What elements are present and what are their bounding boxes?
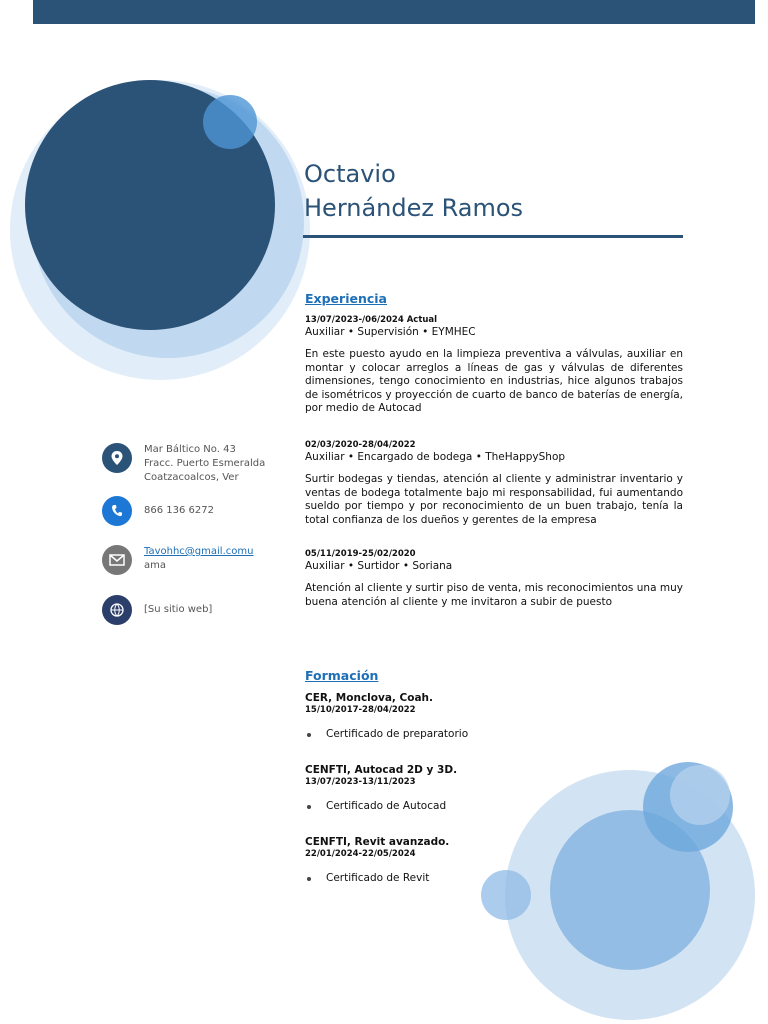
address-line-1: Mar Báltico No. 43 bbox=[144, 444, 236, 455]
experience-dates: 13/07/2023-/06/2024 Actual bbox=[305, 315, 438, 325]
experience-dates: 02/03/2020-28/04/2022 bbox=[305, 440, 416, 450]
education-school: CENFTI, Revit avanzado. bbox=[305, 836, 450, 848]
website-text[interactable]: [Su sitio web] bbox=[144, 604, 213, 615]
email-link[interactable]: Tavohhc@gmail.comu bbox=[144, 546, 254, 557]
email-continuation: ama bbox=[144, 560, 166, 571]
email-text bbox=[144, 545, 253, 573]
bullet-dot-icon bbox=[307, 733, 311, 737]
education-dates: 22/01/2024-22/05/2024 bbox=[305, 849, 416, 859]
education-item bbox=[305, 692, 683, 742]
address-text bbox=[144, 443, 265, 485]
location-pin-icon bbox=[102, 443, 132, 473]
bullet-dot-icon bbox=[307, 877, 311, 881]
education-certificate: Certificado de preparatorio bbox=[326, 728, 469, 740]
experience-role: Auxiliar • Encargado de bodega • TheHappyShop bbox=[305, 451, 566, 463]
education-dates: 13/07/2023-13/11/2023 bbox=[305, 777, 416, 787]
education-heading: Formación bbox=[305, 668, 379, 683]
education-school: CER, Monclova, Coah. bbox=[305, 692, 434, 704]
address-line-3: Coatzacoalcos, Ver bbox=[144, 472, 239, 483]
website-icon bbox=[102, 595, 132, 625]
phone-text: 866 136 6272 bbox=[144, 505, 214, 516]
name-divider bbox=[303, 235, 683, 238]
experience-role: Auxiliar • Supervisión • EYMHEC bbox=[305, 326, 476, 338]
experience-item bbox=[305, 549, 683, 609]
experience-description: Surtir bodegas y tiendas, atención al cliente y administrar inventario y ventas de bodega totalmente bajo mi responsabilidad, fui aumentando sueldo por tiempo y por reconocimiento de un buen trabajo, tenía la total confianza de los dueños y gerentes de la empresa bbox=[305, 473, 683, 526]
contact-address bbox=[102, 443, 265, 485]
bullet-dot-icon bbox=[307, 805, 311, 809]
experience-description: Atención al cliente y surtir piso de venta, mis reconocimientos una muy buena atención al cliente y me invitaron a subir de puesto bbox=[305, 582, 683, 608]
phone-icon bbox=[102, 496, 132, 526]
first-name: Octavio bbox=[304, 160, 396, 188]
candidate-name bbox=[304, 157, 523, 225]
education-certificate: Certificado de Autocad bbox=[326, 800, 447, 812]
experience-item bbox=[305, 440, 683, 527]
contact-phone bbox=[102, 496, 214, 526]
education-dates: 15/10/2017-28/04/2022 bbox=[305, 705, 416, 715]
experience-item bbox=[305, 315, 683, 416]
education-school: CENFTI, Autocad 2D y 3D. bbox=[305, 764, 458, 776]
education-bullet bbox=[305, 800, 683, 814]
contact-website bbox=[102, 595, 212, 625]
education-bullet bbox=[305, 872, 683, 886]
education-item bbox=[305, 764, 683, 814]
experience-heading: Experiencia bbox=[305, 291, 387, 306]
experience-description: En este puesto ayudo en la limpieza preventiva a válvulas, auxiliar en montar y colocar arreglos a líneas de gas y válvulas de diferentes dimensiones, tengo conocimiento en industrias, hice algunos trabajos de isométricos y proyección de cuarto de banco de baterías de energía, por medio de Autocad bbox=[305, 348, 684, 414]
education-certificate: Certificado de Revit bbox=[326, 872, 430, 884]
address-line-2: Fracc. Puerto Esmeralda bbox=[144, 458, 266, 469]
experience-dates: 05/11/2019-25/02/2020 bbox=[305, 549, 416, 559]
contact-email bbox=[102, 545, 253, 575]
last-name: Hernández Ramos bbox=[304, 194, 524, 222]
education-item bbox=[305, 836, 683, 886]
small-blue-circle bbox=[203, 95, 257, 149]
education-bullet bbox=[305, 728, 683, 742]
email-icon bbox=[102, 545, 132, 575]
experience-role: Auxiliar • Surtidor • Soriana bbox=[305, 560, 453, 572]
